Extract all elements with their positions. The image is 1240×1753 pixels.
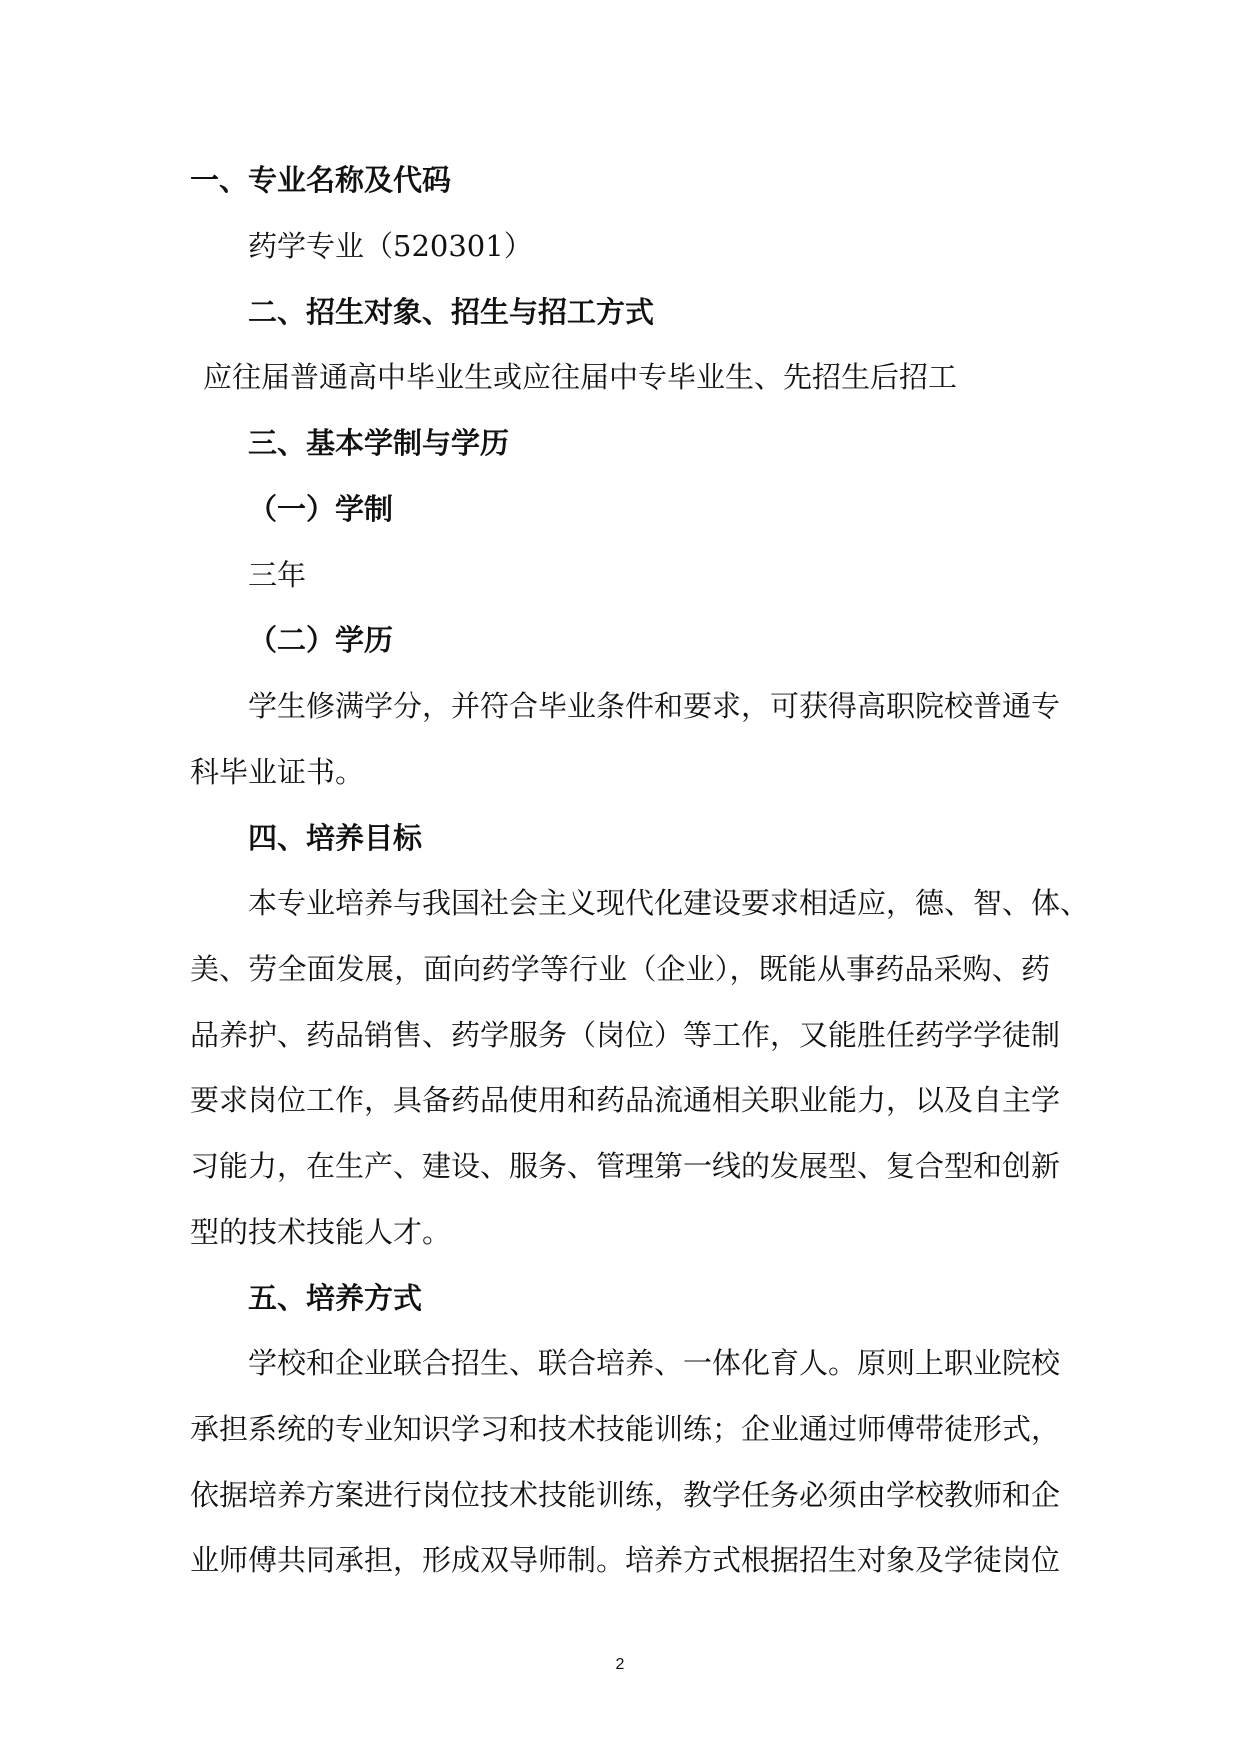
method-line-3: 依据培养方案进行岗位技术技能训练，教学任务必须由学校教师和企 [190,1478,1061,1512]
method-line-2: 承担系统的专业知识学习和技术技能训练；企业通过师傅带徒形式， [190,1412,1061,1446]
goal-line-1: 本专业培养与我国社会主义现代化建设要求相适应，德、智、体、 [248,886,1090,920]
heading-major-name: 一、专业名称及代码 [190,163,452,197]
degree-line-2: 科毕业证书。 [190,755,365,789]
heading-method: 五、培养方式 [248,1281,423,1315]
major-code-text: 药学专业（520301） [248,229,533,263]
page-number: 2 [615,1656,625,1673]
goal-line-3: 品养护、药品销售、药学服务（岗位）等工作，又能胜任药学学徒制 [190,1018,1061,1052]
duration-text: 三年 [248,558,307,592]
degree-line-1: 学生修满学分，并符合毕业条件和要求，可获得高职院校普通专 [248,689,1061,723]
goal-line-6: 型的技术技能人才。 [190,1215,452,1249]
method-line-1: 学校和企业联合招生、联合培养、一体化育人。原则上职业院校 [248,1346,1061,1380]
heading-goals: 四、培养目标 [248,821,423,855]
goal-line-2: 美、劳全面发展，面向药学等行业（企业），既能从事药品采购、药 [190,952,1050,986]
heading-duration-degree: 三、基本学制与学历 [248,426,510,460]
heading-admission: 二、招生对象、招生与招工方式 [248,295,655,329]
method-line-4: 业师傅共同承担，形成双导师制。培养方式根据招生对象及学徒岗位 [190,1543,1061,1577]
subheading-duration: （一）学制 [248,492,394,526]
goal-line-4: 要求岗位工作，具备药品使用和药品流通相关职业能力，以及自主学 [190,1083,1061,1117]
subheading-degree: （二）学历 [248,623,394,657]
admission-text: 应往届普通高中毕业生或应往届中专毕业生、先招生后招工 [203,360,958,394]
goal-line-5: 习能力，在生产、建设、服务、管理第一线的发展型、复合型和创新 [190,1149,1061,1183]
